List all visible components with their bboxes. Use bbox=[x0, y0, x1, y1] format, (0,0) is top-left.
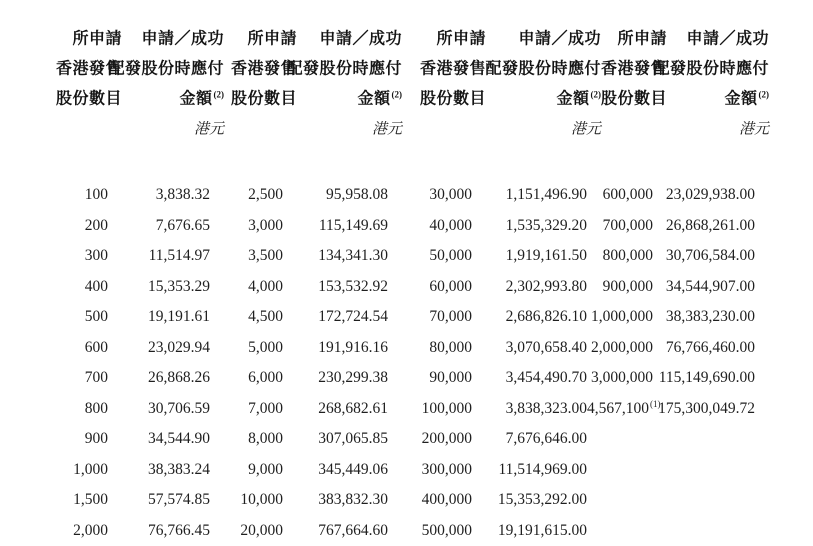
amount-cell bbox=[283, 180, 388, 211]
currency-label: 港元 bbox=[738, 121, 769, 138]
shares-value: 300 bbox=[84, 247, 108, 265]
shares-header-cell bbox=[210, 82, 297, 112]
amount-value: 2,686,826.10 bbox=[505, 308, 587, 326]
shares-cell bbox=[388, 424, 472, 455]
shares-value: 1,000,000 bbox=[591, 308, 653, 326]
amount-value: 1,919,161.50 bbox=[505, 247, 587, 265]
amount-header-cell bbox=[108, 82, 224, 112]
shares-value: 500 bbox=[84, 308, 108, 326]
amount-header-cell bbox=[472, 22, 601, 52]
shares-value: 9,000 bbox=[248, 460, 283, 478]
shares-header-cell bbox=[55, 22, 122, 52]
shares-cell bbox=[587, 333, 653, 364]
amount-cell bbox=[653, 485, 755, 516]
amount-cell bbox=[283, 455, 388, 486]
amount-value: 115,149,690.00 bbox=[658, 369, 755, 387]
amount-value: 7,676,646.00 bbox=[505, 430, 587, 448]
shares-header-text: 香港發售 bbox=[419, 60, 486, 78]
amount-header-cell bbox=[283, 22, 402, 52]
amount-value: 15,353,292.00 bbox=[497, 491, 587, 509]
amount-value: 3,070,658.40 bbox=[505, 338, 587, 356]
footnote-2-ref: (2) bbox=[590, 89, 601, 100]
amount-cell bbox=[283, 516, 388, 546]
shares-cell bbox=[587, 516, 653, 546]
spacer-cell bbox=[55, 144, 755, 180]
shares-header-text: 所申請 bbox=[436, 30, 486, 48]
amount-cell bbox=[108, 241, 210, 272]
amount-value: 191,916.16 bbox=[318, 338, 388, 356]
shares-header-text: 香港發售 bbox=[600, 60, 667, 78]
amount-value: 7,676.65 bbox=[155, 216, 210, 234]
payment-table bbox=[55, 22, 769, 546]
amount-value: 767,664.60 bbox=[318, 521, 388, 539]
shares-value: 700,000 bbox=[602, 216, 653, 234]
shares-value: 30,000 bbox=[429, 186, 472, 204]
shares-cell bbox=[210, 180, 283, 211]
amount-label-wrap bbox=[724, 86, 769, 109]
shares-cell bbox=[210, 516, 283, 546]
amount-value: 3,838.32 bbox=[155, 186, 210, 204]
shares-value: 7,000 bbox=[248, 399, 283, 417]
amount-header-text: 申請／成功 bbox=[518, 30, 601, 48]
shares-cell bbox=[55, 363, 108, 394]
shares-value: 400,000 bbox=[421, 491, 472, 509]
shares-value: 50,000 bbox=[429, 247, 472, 265]
shares-cell bbox=[55, 485, 108, 516]
shares-cell bbox=[587, 241, 653, 272]
shares-value: 900 bbox=[84, 430, 108, 448]
amount-header-cell bbox=[472, 82, 601, 112]
amount-cell bbox=[472, 516, 587, 546]
footnote-2-ref: (2) bbox=[391, 89, 402, 100]
amount-value: 172,724.54 bbox=[318, 308, 388, 326]
shares-value: 300,000 bbox=[421, 460, 472, 478]
shares-header-text: 所申請 bbox=[72, 30, 122, 48]
amount-label: 金額 bbox=[556, 90, 590, 108]
shares-header-cell bbox=[388, 52, 486, 82]
amount-cell bbox=[108, 394, 210, 425]
amount-value: 30,706.59 bbox=[148, 399, 210, 417]
shares-cell bbox=[388, 516, 472, 546]
amount-header-text: 申請／成功 bbox=[686, 30, 769, 48]
shares-header-cell-empty bbox=[55, 112, 108, 144]
amount-header-text: 配發股份時應付 bbox=[108, 60, 224, 78]
amount-value: 3,838,323.00 bbox=[505, 399, 587, 417]
shares-header-text: 股份數目 bbox=[419, 90, 486, 108]
shares-value: 4,000 bbox=[248, 277, 283, 295]
shares-cell bbox=[210, 363, 283, 394]
shares-cell bbox=[55, 241, 108, 272]
amount-value: 2,302,993.80 bbox=[505, 277, 587, 295]
table-row bbox=[55, 241, 755, 272]
amount-header-text: 申請／成功 bbox=[141, 30, 224, 48]
table-header bbox=[55, 22, 769, 180]
amount-cell bbox=[653, 333, 755, 364]
amount-cell bbox=[283, 394, 388, 425]
amount-value: 268,682.61 bbox=[318, 399, 388, 417]
shares-header-text: 香港發售 bbox=[55, 60, 122, 78]
shares-value: 20,000 bbox=[240, 521, 283, 539]
shares-cell bbox=[388, 211, 472, 242]
amount-cell bbox=[653, 455, 755, 486]
shares-value: 600 bbox=[84, 338, 108, 356]
shares-value: 2,000 bbox=[73, 521, 108, 539]
amount-header-cell bbox=[108, 22, 224, 52]
amount-cell bbox=[472, 272, 587, 303]
amount-cell bbox=[472, 455, 587, 486]
shares-cell bbox=[587, 180, 653, 211]
amount-header-text: 申請／成功 bbox=[319, 30, 402, 48]
amount-header-text: 配發股份時應付 bbox=[653, 60, 769, 78]
amount-cell bbox=[108, 516, 210, 546]
currency-cell bbox=[283, 112, 402, 144]
shares-cell bbox=[388, 180, 472, 211]
amount-value: 115,149.69 bbox=[318, 216, 388, 234]
amount-cell bbox=[653, 211, 755, 242]
shares-cell bbox=[210, 424, 283, 455]
shares-cell bbox=[388, 302, 472, 333]
shares-value: 80,000 bbox=[429, 338, 472, 356]
amount-cell bbox=[108, 485, 210, 516]
shares-value: 600,000 bbox=[602, 186, 653, 204]
shares-value: 8,000 bbox=[248, 430, 283, 448]
shares-cell bbox=[55, 516, 108, 546]
amount-cell bbox=[283, 211, 388, 242]
table-row bbox=[55, 394, 755, 425]
amount-value: 34,544,907.00 bbox=[665, 277, 755, 295]
amount-header-text: 配發股份時應付 bbox=[485, 60, 601, 78]
amount-cell bbox=[653, 241, 755, 272]
amount-value: 19,191,615.00 bbox=[497, 521, 587, 539]
shares-header-text: 股份數目 bbox=[55, 90, 122, 108]
amount-header-cell bbox=[653, 52, 769, 82]
header-row bbox=[55, 22, 755, 52]
amount-header-cell bbox=[653, 22, 769, 52]
table-row bbox=[55, 485, 755, 516]
table-row bbox=[55, 516, 755, 546]
shares-header-text: 股份數目 bbox=[600, 90, 667, 108]
shares-value: 2,500 bbox=[248, 186, 283, 204]
amount-cell bbox=[472, 302, 587, 333]
shares-value: 40,000 bbox=[429, 216, 472, 234]
amount-cell bbox=[283, 302, 388, 333]
amount-cell bbox=[283, 363, 388, 394]
shares-value: 10,000 bbox=[240, 491, 283, 509]
amount-cell bbox=[472, 424, 587, 455]
amount-value: 153,532.92 bbox=[318, 277, 388, 295]
shares-value: 100,000 bbox=[421, 399, 472, 417]
amount-value: 15,353.29 bbox=[148, 277, 210, 295]
amount-cell bbox=[472, 211, 587, 242]
shares-cell bbox=[388, 241, 472, 272]
amount-value: 1,151,496.90 bbox=[505, 186, 587, 204]
header-row bbox=[55, 82, 755, 112]
shares-value: 500,000 bbox=[421, 521, 472, 539]
shares-cell bbox=[388, 363, 472, 394]
shares-cell bbox=[55, 272, 108, 303]
amount-header-cell bbox=[653, 82, 769, 112]
shares-cell bbox=[587, 424, 653, 455]
table-body bbox=[55, 180, 755, 546]
amount-value: 345,449.06 bbox=[318, 460, 388, 478]
currency-label: 港元 bbox=[371, 121, 402, 138]
table-row bbox=[55, 424, 755, 455]
shares-cell bbox=[587, 363, 653, 394]
shares-value: 400 bbox=[84, 277, 108, 295]
amount-cell bbox=[108, 363, 210, 394]
shares-cell bbox=[210, 485, 283, 516]
shares-header-cell bbox=[587, 22, 667, 52]
table-row bbox=[55, 180, 755, 211]
amount-cell bbox=[472, 485, 587, 516]
shares-value: 200 bbox=[84, 216, 108, 234]
amount-value: 76,766.45 bbox=[148, 521, 210, 539]
shares-cell bbox=[55, 333, 108, 364]
shares-cell bbox=[587, 394, 661, 425]
shares-header-cell bbox=[388, 82, 486, 112]
amount-cell bbox=[108, 211, 210, 242]
currency-cell bbox=[472, 112, 601, 144]
currency-label: 港元 bbox=[193, 121, 224, 138]
amount-cell bbox=[472, 363, 587, 394]
table-row bbox=[55, 455, 755, 486]
amount-cell bbox=[653, 516, 755, 546]
currency-cell bbox=[653, 112, 769, 144]
amount-cell bbox=[653, 272, 755, 303]
shares-cell bbox=[388, 485, 472, 516]
amount-cell bbox=[653, 394, 755, 425]
amount-value: 34,544.90 bbox=[148, 430, 210, 448]
shares-header-cell bbox=[388, 22, 486, 52]
amount-cell bbox=[472, 394, 587, 425]
shares-header-cell bbox=[210, 52, 297, 82]
table-row bbox=[55, 272, 755, 303]
footnote-2-ref: (2) bbox=[213, 89, 224, 100]
shares-header-cell-empty bbox=[587, 112, 653, 144]
amount-label: 金額 bbox=[179, 90, 213, 108]
shares-header-cell bbox=[587, 52, 667, 82]
shares-header-cell-empty bbox=[210, 112, 283, 144]
shares-value: 700 bbox=[84, 369, 108, 387]
shares-cell bbox=[587, 485, 653, 516]
shares-value: 60,000 bbox=[429, 277, 472, 295]
shares-value: 70,000 bbox=[429, 308, 472, 326]
shares-value: 900,000 bbox=[602, 277, 653, 295]
shares-cell bbox=[55, 455, 108, 486]
amount-value: 134,341.30 bbox=[318, 247, 388, 265]
shares-value: 4,500 bbox=[248, 308, 283, 326]
shares-cell bbox=[587, 455, 653, 486]
shares-cell bbox=[587, 211, 653, 242]
amount-cell bbox=[108, 333, 210, 364]
amount-header-cell bbox=[108, 52, 224, 82]
shares-header-text: 所申請 bbox=[247, 30, 297, 48]
shares-cell bbox=[55, 424, 108, 455]
shares-cell bbox=[587, 272, 653, 303]
amount-value: 38,383.24 bbox=[148, 460, 210, 478]
amount-value: 383,832.30 bbox=[318, 491, 388, 509]
table-row bbox=[55, 333, 755, 364]
shares-cell bbox=[388, 333, 472, 364]
shares-cell bbox=[55, 180, 108, 211]
amount-cell bbox=[283, 333, 388, 364]
amount-cell bbox=[108, 424, 210, 455]
shares-cell bbox=[210, 455, 283, 486]
header-row bbox=[55, 52, 755, 82]
amount-cell bbox=[472, 333, 587, 364]
amount-label: 金額 bbox=[357, 90, 391, 108]
amount-value: 38,383,230.00 bbox=[665, 308, 755, 326]
amount-cell bbox=[108, 302, 210, 333]
amount-header-text: 配發股份時應付 bbox=[286, 60, 402, 78]
amount-value: 23,029,938.00 bbox=[665, 186, 755, 204]
footnote-2-ref: (2) bbox=[758, 89, 769, 100]
amount-value: 1,535,329.20 bbox=[505, 216, 587, 234]
amount-value: 19,191.61 bbox=[148, 308, 210, 326]
amount-value: 57,574.85 bbox=[148, 491, 210, 509]
amount-value: 26,868,261.00 bbox=[665, 216, 755, 234]
amount-value: 11,514.97 bbox=[148, 247, 210, 265]
amount-cell bbox=[653, 180, 755, 211]
amount-value: 95,958.08 bbox=[326, 186, 388, 204]
amount-cell bbox=[108, 180, 210, 211]
amount-value: 26,868.26 bbox=[148, 369, 210, 387]
shares-header-text: 香港發售 bbox=[230, 60, 297, 78]
shares-value: 2,000,000 bbox=[591, 338, 653, 356]
shares-value: 800,000 bbox=[602, 247, 653, 265]
currency-cell bbox=[108, 112, 224, 144]
shares-value: 5,000 bbox=[248, 338, 283, 356]
header-spacer bbox=[55, 144, 755, 180]
amount-value: 11,514,969.00 bbox=[498, 460, 587, 478]
amount-cell bbox=[108, 455, 210, 486]
shares-value: 1,500 bbox=[73, 491, 108, 509]
amount-cell bbox=[653, 424, 755, 455]
shares-value: 100 bbox=[84, 186, 108, 204]
shares-cell bbox=[55, 211, 108, 242]
shares-value: 6,000 bbox=[248, 369, 283, 387]
shares-header-text: 股份數目 bbox=[230, 90, 297, 108]
amount-value: 76,766,460.00 bbox=[665, 338, 755, 356]
amount-value: 175,300,049.72 bbox=[658, 399, 755, 417]
footnote-1-ref: (1) bbox=[650, 398, 661, 409]
shares-cell bbox=[388, 455, 472, 486]
shares-header-cell bbox=[587, 82, 667, 112]
table-row bbox=[55, 363, 755, 394]
amount-header-cell bbox=[472, 52, 601, 82]
amount-cell bbox=[283, 424, 388, 455]
amount-cell bbox=[472, 180, 587, 211]
shares-header-cell bbox=[55, 82, 122, 112]
shares-header-text: 所申請 bbox=[617, 30, 667, 48]
shares-value: 1,000 bbox=[73, 460, 108, 478]
amount-header-cell bbox=[283, 52, 402, 82]
shares-cell bbox=[388, 272, 472, 303]
shares-value: 800 bbox=[84, 399, 108, 417]
shares-cell bbox=[55, 302, 108, 333]
amount-cell bbox=[283, 272, 388, 303]
shares-header-cell-empty bbox=[388, 112, 472, 144]
shares-cell bbox=[210, 302, 283, 333]
shares-cell bbox=[55, 394, 108, 425]
shares-cell bbox=[587, 302, 653, 333]
shares-cell bbox=[210, 272, 283, 303]
amount-cell bbox=[283, 241, 388, 272]
shares-value: 3,000,000 bbox=[591, 369, 653, 387]
amount-cell bbox=[653, 302, 755, 333]
amount-cell bbox=[283, 485, 388, 516]
shares-value: 3,000 bbox=[248, 216, 283, 234]
shares-header-cell bbox=[55, 52, 122, 82]
amount-value: 30,706,584.00 bbox=[665, 247, 755, 265]
amount-cell bbox=[653, 363, 755, 394]
amount-header-cell bbox=[283, 82, 402, 112]
currency-row bbox=[55, 112, 755, 144]
shares-value: 200,000 bbox=[421, 430, 472, 448]
amount-cell bbox=[108, 272, 210, 303]
shares-value: 90,000 bbox=[429, 369, 472, 387]
shares-cell bbox=[388, 394, 472, 425]
amount-cell bbox=[472, 241, 587, 272]
amount-value: 23,029.94 bbox=[148, 338, 210, 356]
table-row bbox=[55, 211, 755, 242]
currency-label: 港元 bbox=[570, 121, 601, 138]
amount-label: 金額 bbox=[724, 90, 758, 108]
amount-value: 3,454,490.70 bbox=[505, 369, 587, 387]
shares-cell bbox=[210, 394, 283, 425]
shares-value: 3,500 bbox=[248, 247, 283, 265]
shares-header-cell bbox=[210, 22, 297, 52]
amount-value: 307,065.85 bbox=[318, 430, 388, 448]
shares-cell bbox=[210, 241, 283, 272]
shares-cell bbox=[210, 333, 283, 364]
shares-cell bbox=[210, 211, 283, 242]
shares-value: 4,567,100 bbox=[587, 399, 649, 417]
table-row bbox=[55, 302, 755, 333]
amount-value: 230,299.38 bbox=[318, 369, 388, 387]
